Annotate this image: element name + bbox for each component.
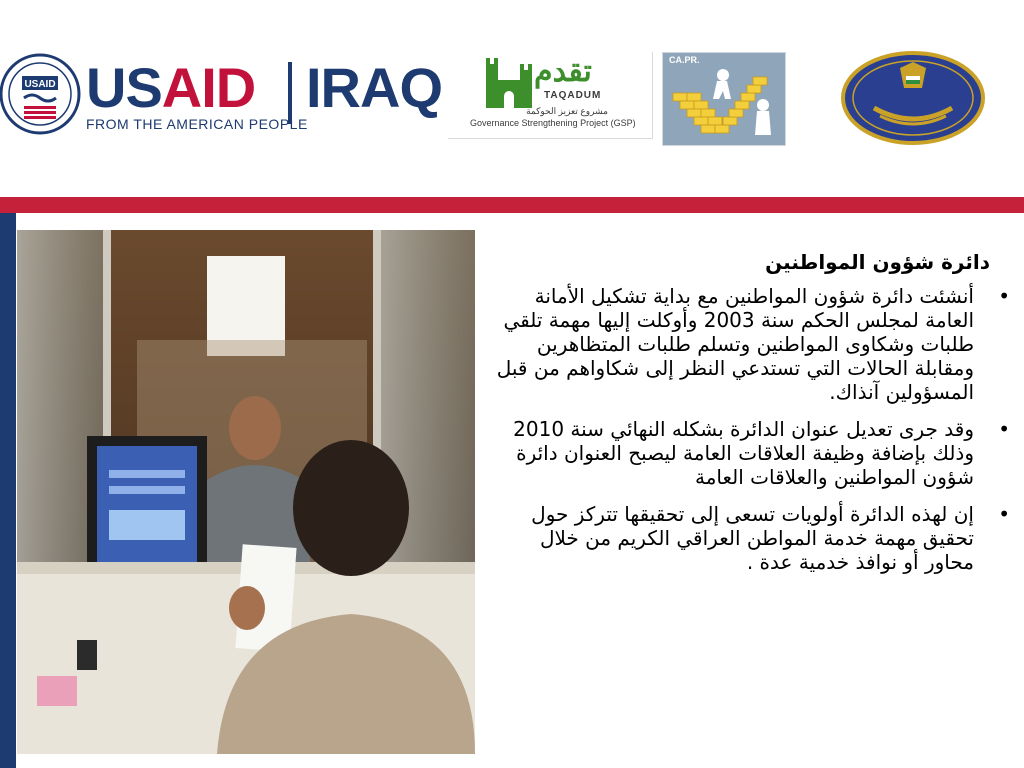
usaid-seal-text: USAID [24, 79, 56, 90]
usaid-country: IRAQ [306, 56, 442, 119]
bullet-list [496, 284, 1010, 574]
bullet-icon: • [998, 284, 1010, 308]
taqadum-name-en: TAQADUM [544, 90, 602, 101]
service-counter-photo [17, 230, 475, 754]
iraq-secretariat-seal-icon [840, 50, 986, 146]
taqadum-project-ar: مشروع تعزيز الحوكمة [526, 106, 608, 116]
list-item [496, 417, 1010, 489]
capr-logo [662, 52, 786, 146]
bullet-icon: • [998, 502, 1010, 526]
navy-side-bar [0, 213, 16, 768]
usaid-seal-icon [0, 48, 82, 140]
section-heading: دائرة شؤون المواطنين [765, 250, 990, 274]
taqadum-name-ar: تقدم [534, 55, 592, 88]
capr-label: CA.PR. [669, 55, 700, 65]
usaid-us: US [86, 56, 162, 119]
bullet-text: أنشئت دائرة شؤون المواطنين مع بداية تشكيل الأمانة العامة لمجلس الحكم سنة 2003 وأوكلت إليها مهمة تلقي طلبات وشكاوى المواطنين وتسلم طلبات المتظاهرين ومقابلة الحالات التي تستدعي النظر إلى شكاواهم من قبل المسؤولين آنذاك. [496, 284, 974, 404]
taqadum-logo [448, 52, 653, 139]
usaid-tagline: FROM THE AMERICAN PEOPLE [86, 116, 308, 132]
taqadum-project-en: Governance Strengthening Project (GSP) [470, 118, 636, 128]
capr-checkmark-icon [663, 53, 785, 145]
red-divider-bar [0, 197, 1024, 213]
usaid-wordmark [86, 58, 255, 118]
list-item [496, 502, 1010, 574]
usaid-divider [288, 62, 292, 124]
photo-illustration [17, 230, 475, 754]
bullet-icon: • [998, 417, 1010, 441]
bullet-text: وقد جرى تعديل عنوان الدائرة بشكله النهائي سنة 2010 وذلك بإضافة وظيفة العلاقات العامة ليصبح العنوان دائرة شؤون المواطنين والعلاقات العامة [513, 417, 974, 489]
taqadum-castle-icon [484, 54, 536, 108]
bullet-text: إن لهذه الدائرة أولويات تسعى إلى تحقيقها تتركز حول تحقيق مهمة خدمة المواطن العراقي الكريم من خلال محاور أو نوافذ خدمية عدة . [531, 502, 974, 574]
list-item [496, 284, 1010, 404]
usaid-aid: AID [161, 56, 256, 119]
content-section [496, 250, 1010, 587]
